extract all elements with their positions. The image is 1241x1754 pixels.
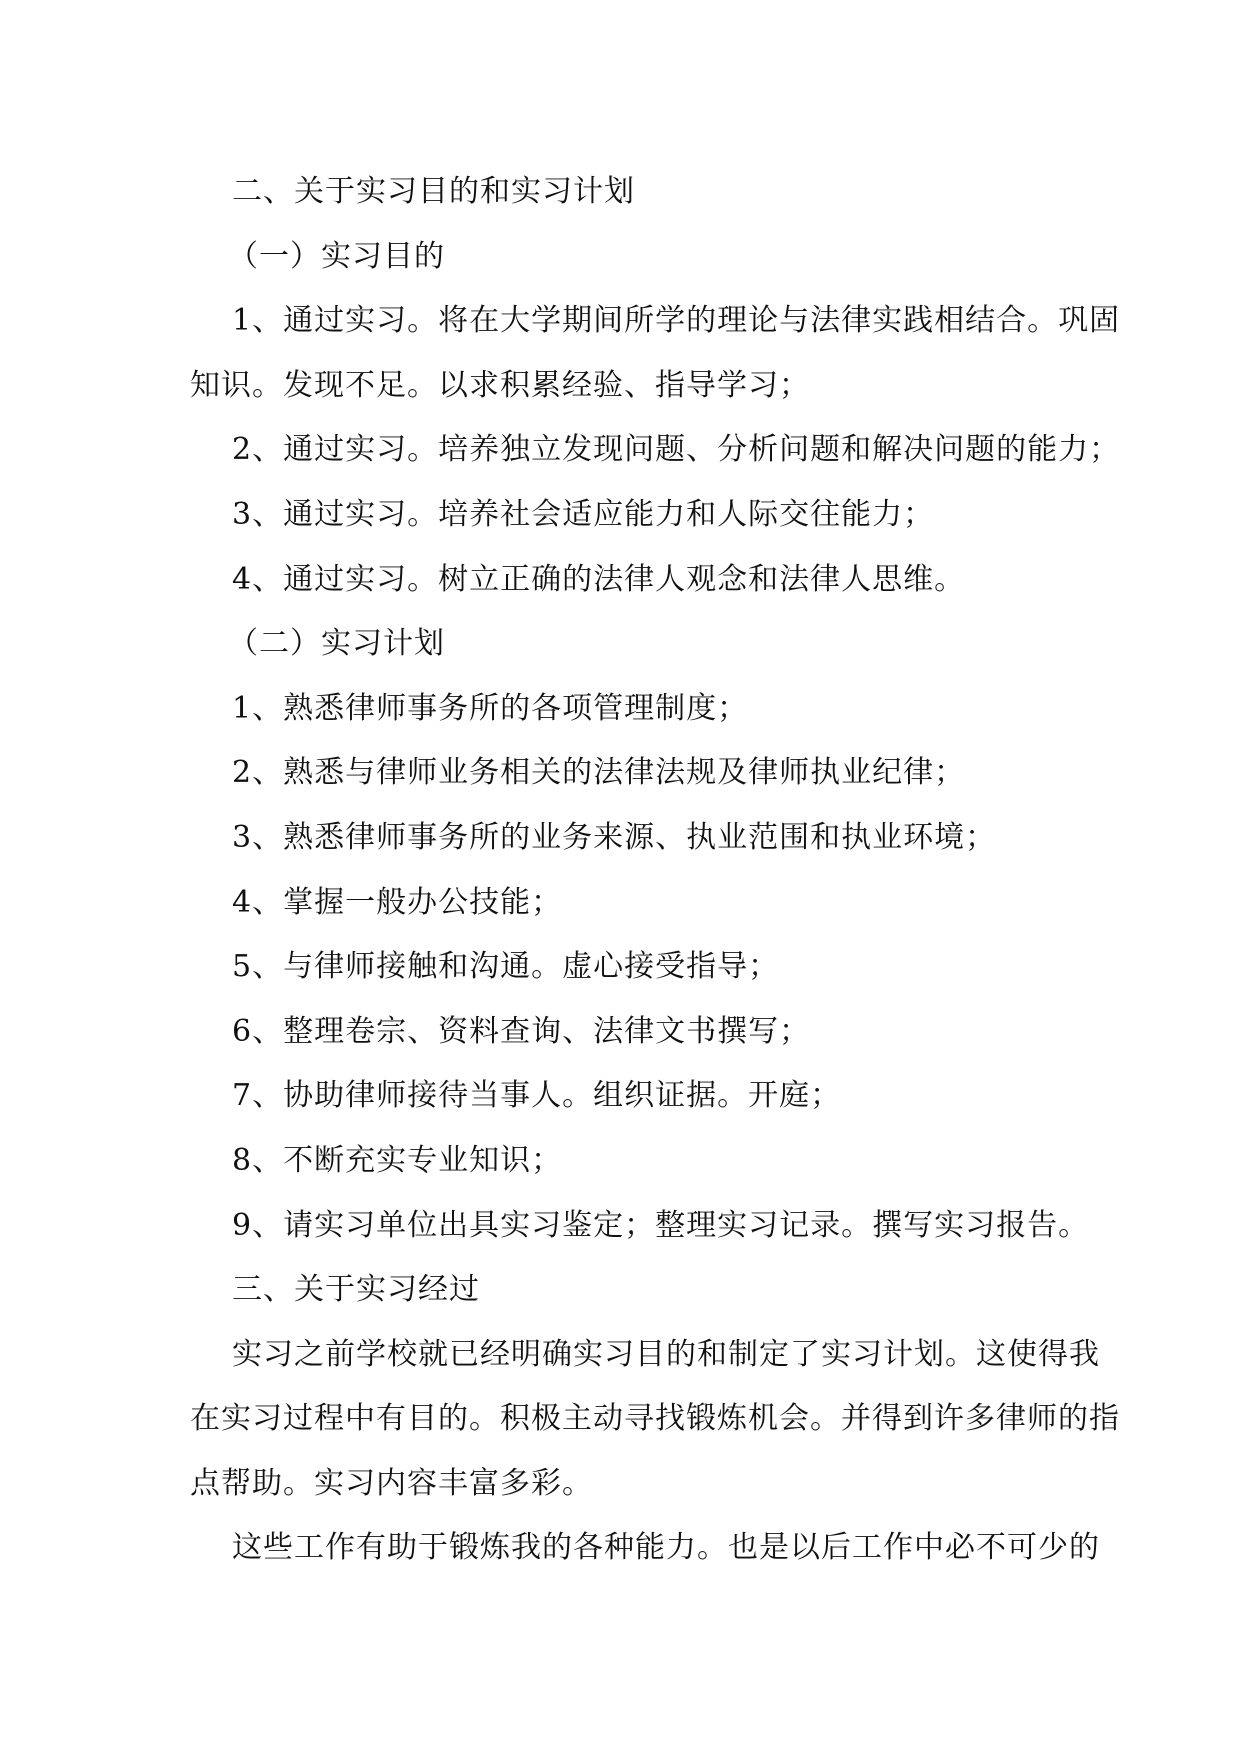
paragraph-line: 6、整理卷宗、资料查询、法律文书撰写； xyxy=(232,1013,811,1049)
paragraph-line: 4、掌握一般办公技能； xyxy=(232,884,563,920)
paragraph-line: 3、通过实习。培养社会适应能力和人际交往能力； xyxy=(232,496,935,532)
paragraph-line: 这些工作有助于锻炼我的各种能力。也是以后工作中必不可少的 xyxy=(232,1530,1100,1566)
subsection-heading: （一）实习目的 xyxy=(228,238,445,274)
section-heading: 三、关于实习经过 xyxy=(232,1272,480,1308)
paragraph-line: 2、通过实习。培养独立发现问题、分析问题和解决问题的能力； xyxy=(232,432,1121,468)
paragraph-line: 知识。发现不足。以求积累经验、指导学习； xyxy=(190,367,810,403)
section-heading: 二、关于实习目的和实习计划 xyxy=(232,174,635,209)
paragraph-line: 1、通过实习。将在大学期间所学的理论与法律实践相结合。巩固 xyxy=(232,303,1121,339)
paragraph-line: 1、熟悉律师事务所的各项管理制度； xyxy=(232,690,749,726)
subsection-heading: （二）实习计划 xyxy=(228,626,445,662)
paragraph-line: 在实习过程中有目的。积极主动寻找锻炼机会。并得到许多律师的指 xyxy=(190,1401,1120,1437)
paragraph-line: 4、通过实习。树立正确的法律人观念和法律人思维。 xyxy=(232,561,966,597)
paragraph-line: 5、与律师接触和沟通。虚心接受指导； xyxy=(232,949,780,985)
paragraph-line: 8、不断充实专业知识； xyxy=(232,1142,563,1178)
paragraph-line: 2、熟悉与律师业务相关的法律法规及律师执业纪律； xyxy=(232,755,966,791)
paragraph-line: 实习之前学校就已经明确实习目的和制定了实习计划。这使得我 xyxy=(232,1336,1100,1372)
paragraph-line: 3、熟悉律师事务所的业务来源、执业范围和执业环境； xyxy=(232,819,997,855)
paragraph-line: 点帮助。实习内容丰富多彩。 xyxy=(190,1465,593,1501)
paragraph-line: 9、请实习单位出具实习鉴定；整理实习记录。撰写实习报告。 xyxy=(232,1207,1090,1243)
paragraph-line: 7、协助律师接待当事人。组织证据。开庭； xyxy=(232,1078,842,1114)
document-body xyxy=(190,160,1121,1581)
